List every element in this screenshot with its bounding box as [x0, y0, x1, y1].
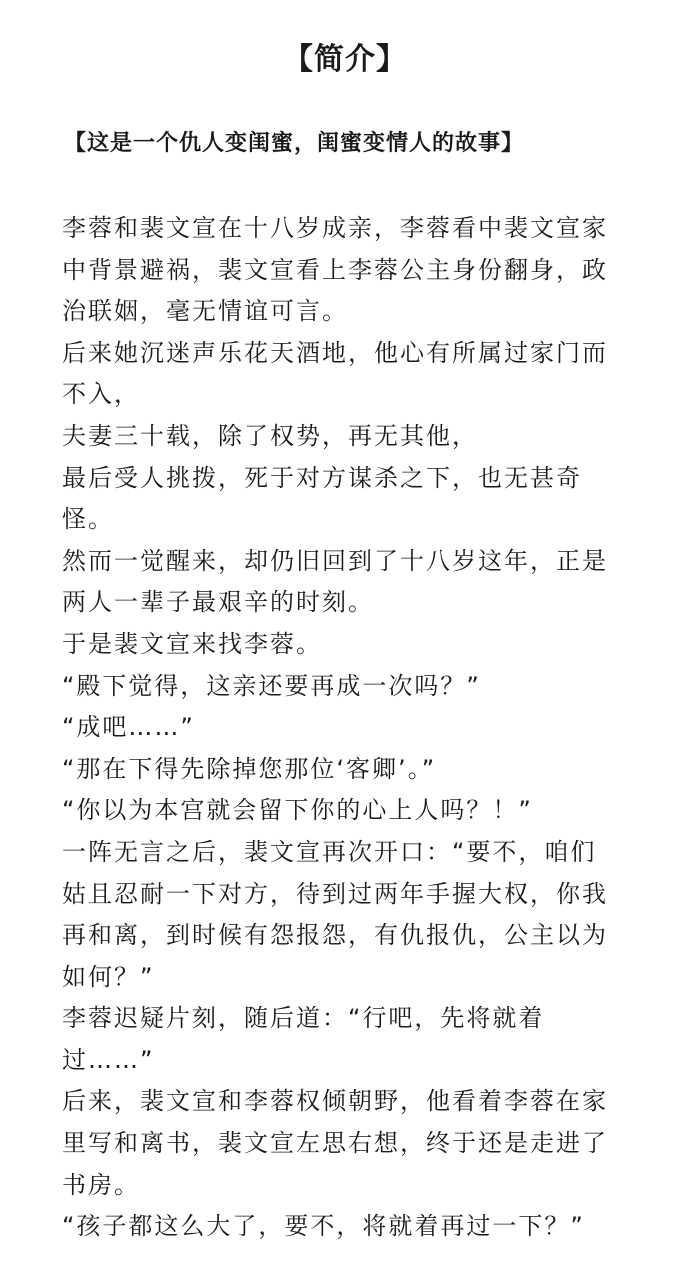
body-line: “殿下觉得，这亲还要再成一次吗？”	[62, 671, 481, 700]
body-line: “成吧……”	[62, 713, 195, 742]
body-line: 中背景避祸，裴文宣看上李蓉公主身份翻身，政	[62, 255, 608, 284]
body-line: 夫妻三十载，除了权势，再无其他，	[62, 421, 478, 450]
body-line: 然而一觉醒来，却仍旧回到了十八岁这年，正是	[62, 546, 608, 575]
body-line: 最后受人挑拨，死于对方谋杀之下，也无甚奇	[62, 463, 582, 492]
body-line: 两人一辈子最艰辛的时刻。	[62, 588, 374, 617]
body-line: 后来她沉迷声乐花天酒地，他心有所属过家门而	[62, 338, 608, 367]
body-line: 一阵无言之后，裴文宣再次开口：“要不，咱们	[62, 837, 597, 866]
body-line: 里写和离书，裴文宣左思右想，终于还是走进了	[62, 1129, 608, 1158]
body-line: 治联姻，毫无情谊可言。	[62, 297, 348, 326]
body-line: 于是裴文宣来找李蓉。	[62, 629, 322, 658]
body-line: 后来，裴文宣和李蓉权倾朝野，他看着李蓉在家	[62, 1087, 608, 1116]
body-line: 李蓉迟疑片刻，随后道：“行吧，先将就着	[62, 1004, 545, 1033]
document-title: 【简介】	[283, 42, 407, 77]
body-line: 不入，	[62, 380, 140, 409]
body-line: 李蓉和裴文宣在十八岁成亲，李蓉看中裴文宣家	[62, 214, 608, 242]
body-line: 姑且忍耐一下对方，待到过两年手握大权，你我	[62, 879, 608, 908]
body-line: 再和离，到时候有怨报怨，有仇报仇，公主以为	[62, 921, 608, 950]
body-line: “你以为本宫就会留下你的心上人吗？！”	[62, 796, 533, 825]
body-line: 怪。	[62, 505, 114, 534]
body-line: “那在下得先除掉您那位‘客卿’。”	[62, 754, 437, 783]
body-line: “孩子都这么大了，要不，将就着再过一下？”	[62, 1212, 585, 1241]
document-subtitle: 【这是一个仇人变闺蜜，闺蜜变情人的故事】	[64, 131, 525, 156]
synopsis-body	[62, 208, 642, 1248]
body-line: 过……”	[62, 1045, 155, 1074]
body-line: 如何？”	[62, 962, 155, 991]
body-line: 书房。	[62, 1170, 140, 1199]
